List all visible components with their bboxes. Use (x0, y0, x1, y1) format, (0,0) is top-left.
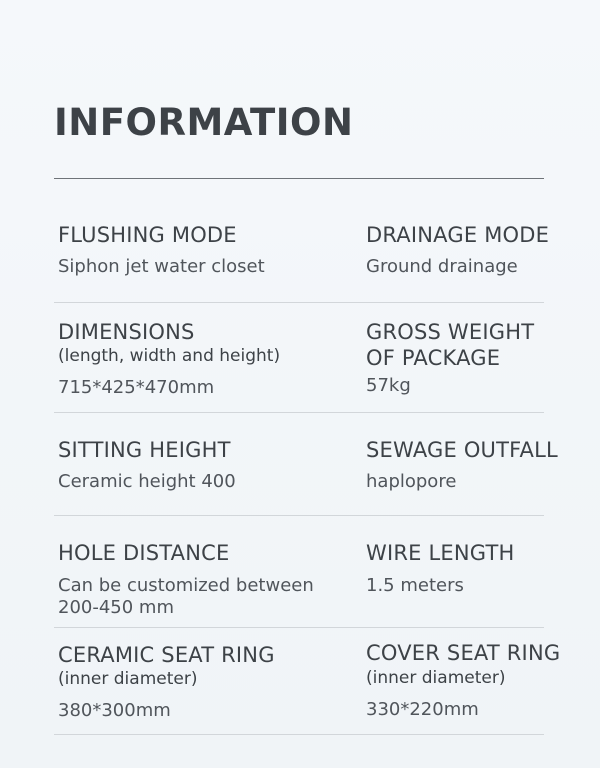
spec-label: CERAMIC SEAT RING (58, 643, 275, 667)
spec-value: Ceramic height 400 (58, 471, 236, 492)
spec-wire-length (366, 540, 515, 597)
spec-sewage-outfall (366, 437, 558, 493)
spec-label: HOLE DISTANCE (58, 541, 230, 565)
spec-label: DRAINAGE MODE (366, 223, 550, 247)
spec-value: 57kg (366, 375, 411, 396)
spec-value-line2: 200-450 mm (58, 597, 174, 618)
spec-value: 1.5 meters (366, 575, 464, 596)
spec-value: 380*300mm (58, 700, 171, 721)
spec-hole-distance (58, 540, 314, 619)
spec-label: SITTING HEIGHT (58, 438, 231, 462)
spec-sublabel: (inner diameter) (58, 669, 198, 689)
row-divider (54, 515, 544, 516)
spec-value: haplopore (366, 471, 457, 492)
spec-value: 715*425*470mm (58, 377, 215, 398)
spec-label-line2: OF PACKAGE (366, 346, 501, 370)
spec-value: 330*220mm (366, 699, 479, 720)
spec-sublabel: (inner diameter) (366, 668, 506, 688)
spec-value-line1: Can be customized between (58, 575, 314, 596)
page-title: INFORMATION (54, 101, 354, 144)
spec-ceramic-seat-ring (58, 642, 275, 722)
spec-sitting-height (58, 437, 236, 493)
spec-cover-seat-ring (366, 640, 560, 721)
spec-dimensions (58, 319, 280, 399)
spec-sublabel: (length, width and height) (58, 346, 281, 366)
spec-label-line1: GROSS WEIGHT (366, 320, 535, 344)
spec-gross-weight (366, 319, 534, 397)
spec-label: FLUSHING MODE (58, 223, 237, 247)
row-divider (54, 627, 544, 628)
spec-label: DIMENSIONS (58, 320, 195, 344)
spec-drainage-mode (366, 222, 549, 278)
spec-flushing-mode (58, 222, 265, 278)
spec-value: Ground drainage (366, 256, 518, 277)
title-divider (54, 178, 544, 179)
row-divider (54, 734, 544, 735)
row-divider (54, 302, 544, 303)
spec-label: WIRE LENGTH (366, 541, 515, 565)
spec-value: Siphon jet water closet (58, 256, 265, 277)
spec-label: COVER SEAT RING (366, 641, 561, 665)
spec-label: SEWAGE OUTFALL (366, 438, 558, 462)
row-divider (54, 412, 544, 413)
